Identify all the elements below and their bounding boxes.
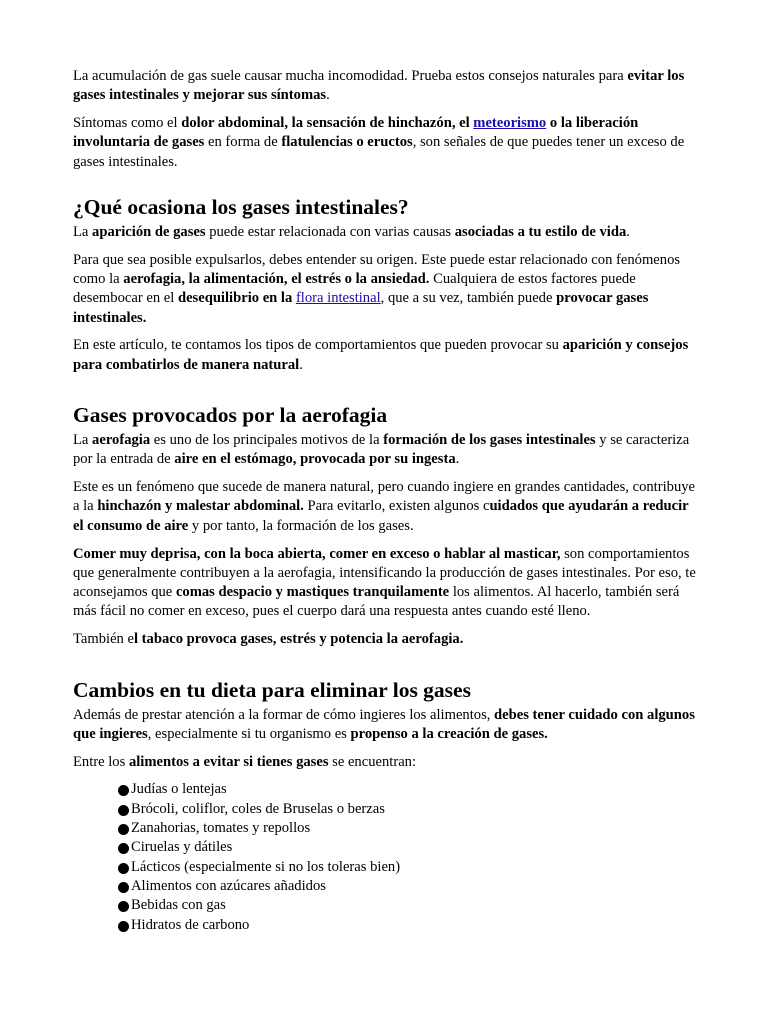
list-item — [118, 877, 697, 896]
foods-to-avoid-list — [73, 780, 697, 934]
list-item — [118, 780, 697, 799]
bullet-icon — [118, 921, 129, 932]
bold-text: alimentos a evitar si tienes gases — [128, 753, 329, 770]
bullet-icon — [118, 785, 129, 796]
bold-text: debes tener cuidado con algunos que ingieres — [73, 706, 695, 742]
bullet-icon — [118, 843, 129, 854]
section-heading-diet: Cambios en tu dieta para eliminar los gases — [73, 677, 471, 702]
text: Síntomas como el — [73, 115, 182, 132]
bullet-icon — [118, 901, 129, 912]
text: También e — [73, 631, 134, 648]
list-item — [118, 838, 697, 857]
aerofagia-paragraph-1 — [73, 431, 697, 470]
bullet-icon — [118, 805, 129, 816]
list-item-label: Ciruelas y dátiles — [131, 839, 233, 856]
text: se encuentran: — [328, 753, 417, 770]
text: y se caracteriza por la entrada de — [73, 432, 690, 468]
text: y por tanto, la formación de los gases. — [188, 517, 414, 534]
list-item — [118, 819, 697, 838]
bullet-icon — [118, 863, 129, 874]
text: La — [73, 432, 93, 449]
bullet-icon — [118, 882, 129, 893]
bold-text: uidados que ayudarán a reducir el consumo de aire — [73, 498, 689, 534]
bold-text: evitar los gases intestinales y mejorar sus síntomas — [73, 68, 685, 104]
bold-text: o la liberación involuntaria de gases — [73, 115, 639, 151]
intro-paragraph-2 — [73, 114, 697, 172]
bold-text: aerofagia, la alimentación, el estrés o la ansiedad. — [123, 271, 430, 288]
list-item — [118, 858, 697, 877]
text: , que a su vez, también puede — [380, 290, 557, 307]
text: Además de prestar atención a la formar de cómo ingieres los alimentos, — [73, 706, 495, 723]
bold-text: desequilibrio en la — [177, 290, 296, 307]
bold-text: aparición y consejos para combatirlos de manera natural — [73, 337, 689, 373]
causes-paragraph-1 — [73, 223, 697, 242]
list-item — [118, 800, 697, 819]
text: son comportamientos que generalmente contribuyen a la aerofagia, intensificando la producción de gases intestinales. Por eso, te aconsejamos que — [73, 545, 696, 601]
aerofagia-paragraph-4 — [73, 630, 697, 649]
causes-paragraph-3 — [73, 336, 697, 375]
bold-text: aparición de gases — [92, 223, 206, 240]
text: , especialmente si tu organismo es — [147, 725, 351, 742]
bold-text: provocar gases intestinales. — [73, 290, 649, 326]
bold-text: Comer muy deprisa, con la boca abierta, comer en exceso o hablar al masticar, — [73, 545, 561, 562]
section-heading-aerofagia: Gases provocados por la aerofagia — [73, 403, 388, 428]
text: , son señales de que puedes tener un exceso de gases intestinales. — [73, 134, 685, 170]
meteorismo-link[interactable] — [473, 115, 546, 131]
text: En este artículo, te contamos los tipos de comportamientos que pueden provocar su — [73, 337, 563, 354]
bold-text: formación de los gases intestinales — [383, 432, 596, 449]
bold-text: aerofagia — [92, 432, 151, 449]
bold-text: asociadas a tu estilo de vida — [454, 223, 627, 240]
list-item-label: Bebidas con gas — [131, 897, 226, 914]
text: Cualquiera de estos factores puede desembocar en el — [73, 271, 636, 307]
bold-text: flatulencias o eructos — [281, 134, 413, 151]
diet-paragraph-1 — [73, 706, 697, 745]
section-heading-causes: ¿Qué ocasiona los gases intestinales? — [73, 194, 409, 219]
bold-text: comas despacio y mastiques tranquilamente — [175, 584, 450, 601]
text: . — [626, 223, 630, 240]
text: Para evitarlo, existen algunos c — [303, 498, 490, 515]
article — [73, 67, 697, 935]
bold-text: hinchazón y malestar abdominal. — [97, 498, 304, 515]
bold-text: aire en el estómago, provocada por su ingesta — [174, 451, 456, 468]
bullet-icon — [118, 824, 129, 835]
bold-text: l tabaco provoca gases, estrés y potencia la aerofagia. — [133, 631, 464, 648]
text: en forma de — [204, 134, 282, 151]
text: . — [299, 356, 303, 373]
aerofagia-paragraph-3 — [73, 545, 697, 622]
list-item-label: Alimentos con azúcares añadidos — [131, 877, 326, 894]
text: . — [326, 87, 330, 104]
link-label: flora intestinal — [295, 290, 381, 307]
intro-paragraph-1 — [73, 67, 697, 106]
bold-text: propenso a la creación de gases. — [350, 725, 548, 742]
text: . — [455, 451, 460, 468]
text: es uno de los principales motivos de la — [150, 432, 384, 449]
text: La — [73, 223, 93, 240]
list-item-label: Brócoli, coliflor, coles de Bruselas o berzas — [131, 800, 385, 817]
list-item — [118, 916, 697, 935]
link-label: meteorismo — [473, 115, 547, 132]
text: los alimentos. Al hacerlo, también será más fácil no comer en exceso, pues el cuerpo dará una respuesta antes cuando esté lleno. — [73, 584, 680, 620]
list-item-label: Judías o lentejas — [131, 781, 227, 798]
list-item-label: Lácticos (especialmente si no los toleras bien) — [131, 858, 401, 875]
bold-text: dolor abdominal, la sensación de hinchazón, el — [181, 115, 474, 132]
text: puede estar relacionada con varias causas — [205, 223, 455, 240]
list-item-label: Zanahorias, tomates y repollos — [131, 820, 311, 837]
text: La acumulación de gas suele causar mucha incomodidad. Prueba estos consejos naturales para — [73, 68, 628, 84]
causes-paragraph-2 — [73, 251, 697, 328]
text: Para que sea posible expulsarlos, debes entender su origen. Este puede estar relacionado con fenómenos como la — [73, 251, 681, 288]
text: Entre los — [73, 753, 129, 770]
flora-intestinal-link[interactable] — [296, 290, 381, 306]
list-item — [118, 896, 697, 915]
text: Este es un fenómeno que sucede de manera natural, pero cuando ingiere en grandes cantidades, contribuye a la — [73, 479, 696, 515]
diet-paragraph-2 — [73, 753, 697, 772]
list-item-label: Hidratos de carbono — [131, 916, 250, 933]
aerofagia-paragraph-2 — [73, 478, 697, 536]
